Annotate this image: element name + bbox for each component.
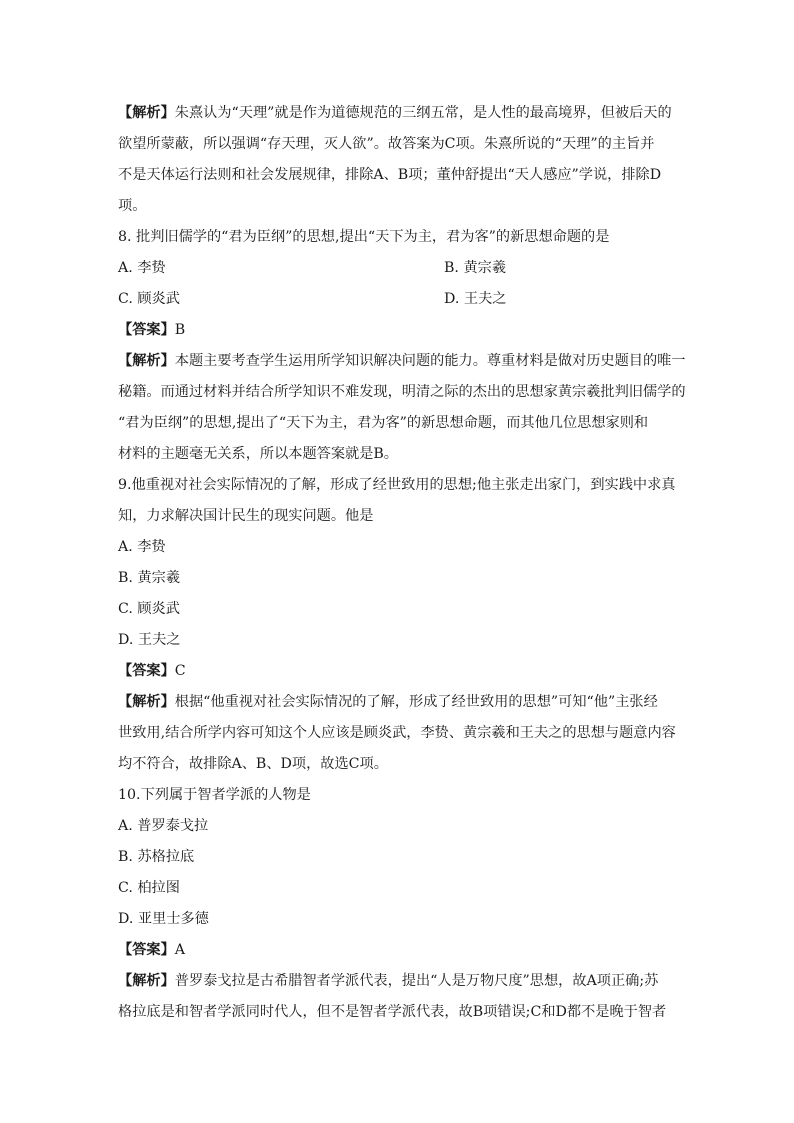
answer-value: B [174, 322, 186, 338]
answer-tag: 【答案】 [118, 942, 175, 958]
answer-tag: 【答案】 [118, 322, 175, 338]
q8-analysis-line-3: “君为臣纲”的思想,提出了“天下为主，君为客”的新思想命题，而其他几位思想家则和 [118, 415, 649, 431]
q10-option-d: D. 亚里士多德 [118, 911, 209, 927]
q7-analysis-line-2: 欲望所蒙蔽，所以强调“存天理，灭人欲”。故答案为C项。朱熹所说的“天理”的主旨并 [118, 136, 655, 152]
q9-option-b: B. 黄宗羲 [118, 570, 181, 586]
analysis-tag: 【解析】 [118, 973, 175, 989]
q9-answer [118, 656, 678, 687]
q10-analysis-line-1 [118, 966, 678, 997]
q10-analysis-line-2: 格拉底是和智者学派同时代人，但不是智者学派代表，故B项错误;C和D都不是晚于智者 [118, 1004, 667, 1020]
analysis-tag: 【解析】 [118, 353, 175, 369]
q9-option-a: A. 李贽 [118, 539, 166, 555]
q9-stem-line-2: 知，力求解决国计民生的现实问题。他是 [118, 508, 374, 524]
q7-analysis-line-1 [118, 98, 678, 129]
q8-options-row-1 [118, 253, 678, 284]
q9-stem-line-1: 9.他重视对社会实际情况的了解，形成了经世致用的思想;他主张走出家门，到实践中求真 [118, 477, 676, 493]
q8-answer [118, 315, 678, 346]
analysis-tag: 【解析】 [118, 105, 175, 121]
analysis-text: 普罗泰戈拉是古希腊智者学派代表，提出“人是万物尺度”思想，故A项正确;苏 [174, 973, 659, 989]
q7-analysis-line-3: 不是天体运行法则和社会发展规律，排除A、B项；董仲舒提出“天人感应”学说，排除D [118, 167, 662, 183]
q8-option-d: D. 王夫之 [444, 291, 507, 307]
q9-analysis-line-3: 均不符合，故排除A、B、D项，故选C项。 [118, 756, 388, 772]
answer-value: A [174, 942, 186, 958]
q8-option-c: C. 顾炎武 [118, 291, 180, 307]
q10-option-c: C. 柏拉图 [118, 880, 180, 896]
q9-option-d: D. 王夫之 [118, 632, 181, 648]
q10-answer [118, 935, 678, 966]
q7-analysis-line-4: 项。 [118, 198, 147, 214]
analysis-text: 根据“他重视对社会实际情况的了解，形成了经世致用的思想”可知“他”主张经 [174, 694, 658, 710]
q8-analysis-line-2: 秘籍。而通过材料并结合所学知识不难发现，明清之际的杰出的思想家黄宗羲批判旧儒学的 [118, 384, 686, 400]
analysis-text: 朱熹认为“天理”就是作为道德规范的三纲五常，是人性的最高境界，但被后天的 [174, 105, 672, 121]
q9-option-c: C. 顾炎武 [118, 601, 180, 617]
answer-tag: 【答案】 [118, 663, 175, 679]
q10-option-b: B. 苏格拉底 [118, 849, 195, 865]
q9-analysis-line-2: 世致用,结合所学内容可知这个人应该是顾炎武，李贽、黄宗羲和王夫之的思想与题意内容 [118, 725, 676, 741]
q8-option-b: B. 黄宗羲 [444, 260, 507, 276]
q10-stem: 10.下列属于智者学派的人物是 [118, 787, 311, 803]
q10-option-a: A. 普罗泰戈拉 [118, 818, 209, 834]
q8-options-row-2 [118, 284, 678, 315]
q8-option-a: A. 李贽 [118, 260, 166, 276]
analysis-text: 本题主要考查学生运用所学知识解决问题的能力。尊重材料是做对历史题目的唯一 [174, 353, 686, 369]
q9-analysis-line-1 [118, 687, 678, 718]
q8-analysis-line-4: 材料的主题毫无关系，所以本题答案就是B。 [118, 446, 398, 462]
document-page [118, 98, 686, 1028]
answer-value: C [174, 663, 186, 679]
analysis-tag: 【解析】 [118, 694, 175, 710]
q8-stem: 8. 批判旧儒学的“君为臣纲”的思想,提出“天下为主，君为客”的新思想命题的是 [118, 229, 610, 245]
q8-analysis-line-1 [118, 346, 686, 377]
